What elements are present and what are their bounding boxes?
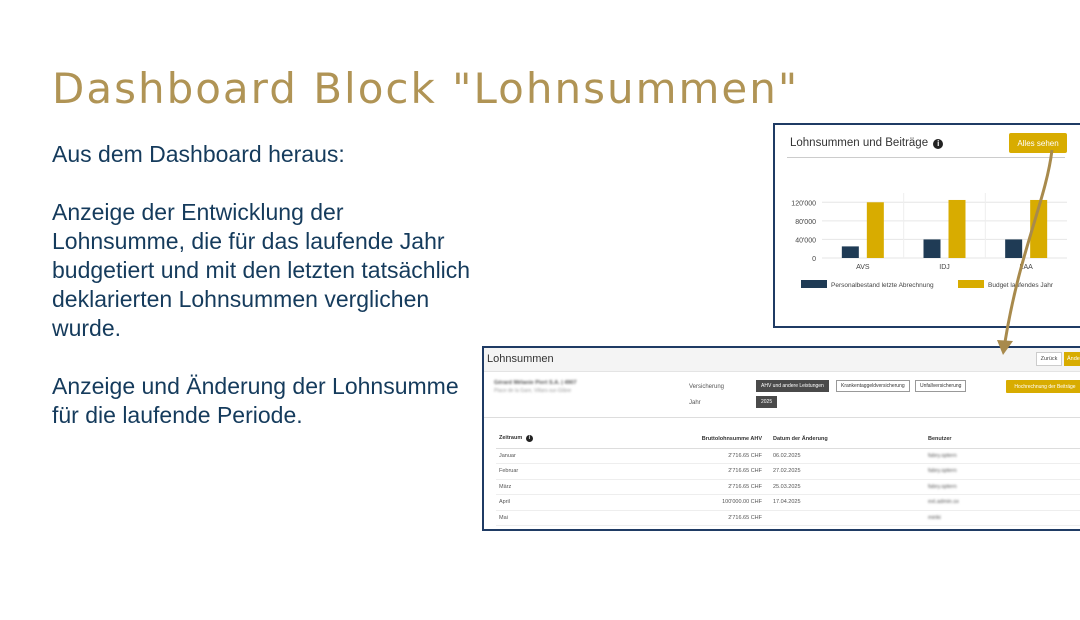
company-name: Gérard Mélanie Piert S.A. | 4907	[494, 380, 577, 386]
intro-text: Aus dem Dashboard heraus:	[52, 141, 345, 167]
tab-ahv[interactable]: AHV und andere Leistungen	[756, 380, 829, 392]
company-address: Place de la Gare, Villars-sur-Glâne	[494, 388, 572, 394]
description-text: Anzeige der Entwicklung der Lohnsumme, die für das laufende Jahr budgetiert und mit den letzten tatsächlich deklarierten Lohnsummen verglichen wurde.	[52, 199, 471, 341]
cell-amount: 2'716.65 CHF	[646, 479, 770, 495]
bar	[1030, 200, 1047, 258]
detail-header	[484, 348, 1080, 372]
year-label: Jahr	[689, 400, 701, 406]
col-period: Zeitraum i	[496, 430, 646, 448]
y-tick-label: 120'000	[791, 200, 816, 208]
col-user: Benutzer	[925, 430, 1080, 448]
legend-swatch	[958, 280, 984, 288]
detail-title: Lohnsummen	[487, 353, 554, 365]
lohnsummen-table	[496, 430, 1080, 526]
cell-period: April	[496, 495, 646, 511]
chart-card-title	[790, 137, 943, 149]
tab-unfall[interactable]: Unfallversicherung	[915, 380, 966, 392]
cell-user: fabry.sptern	[925, 464, 1080, 480]
cell-amount: 2'716.65 CHF	[646, 464, 770, 480]
y-tick-label: 0	[812, 256, 816, 263]
bar	[867, 202, 884, 258]
y-tick-label: 80'000	[795, 218, 816, 226]
filter-bar	[484, 372, 1080, 418]
see-all-button[interactable]: Alles sehen	[1009, 133, 1067, 153]
bar	[842, 246, 859, 258]
dashboard-chart-card	[773, 123, 1080, 328]
cell-period: März	[496, 479, 646, 495]
slide-body	[52, 140, 472, 459]
cell-amount: 2'716.65 CHF	[646, 448, 770, 464]
x-tick-label: AVS	[856, 264, 870, 271]
legend-label: Budget laufendes Jahr	[988, 282, 1054, 289]
tab-krankentaggeld[interactable]: Krankentaggeldversicherung	[836, 380, 910, 392]
table-row[interactable]	[496, 510, 1080, 526]
x-tick-label: IDJ	[939, 264, 950, 271]
projection-button[interactable]: Hochrechnung der Beiträge	[1006, 380, 1080, 393]
info-icon[interactable]: i	[526, 435, 533, 442]
legend-label: Personalbestand letzte Abrechnung	[831, 282, 934, 289]
divider	[484, 417, 1080, 418]
table-row[interactable]	[496, 464, 1080, 480]
col-date: Datum der Änderung	[770, 430, 925, 448]
cell-user: fabry.sptern	[925, 448, 1080, 464]
cell-amount: 2'716.65 CHF	[646, 510, 770, 526]
bar	[924, 239, 941, 258]
card-divider	[787, 157, 1065, 158]
cell-date: 17.04.2025	[770, 495, 925, 511]
bar	[949, 200, 966, 258]
cell-user: fabry.sptern	[925, 479, 1080, 495]
table-row[interactable]	[496, 448, 1080, 464]
col-amount: Bruttolohnsumme AHV	[646, 430, 770, 448]
cell-user: miriki	[925, 510, 1080, 526]
lohnsummen-detail-card	[482, 346, 1080, 531]
table-row[interactable]	[496, 479, 1080, 495]
info-icon[interactable]: i	[933, 139, 943, 149]
cell-period: Januar	[496, 448, 646, 464]
chart-card-title-text: Lohnsummen und Beiträge	[790, 137, 929, 149]
y-tick-label: 40'000	[795, 237, 816, 245]
bar-chart	[775, 125, 1080, 328]
x-tick-label: LAA	[1019, 264, 1033, 271]
table-header-row	[496, 430, 1080, 448]
table-row[interactable]	[496, 495, 1080, 511]
bar	[1005, 239, 1022, 258]
cell-user: ext.admin.sx	[925, 495, 1080, 511]
cell-date: 27.02.2025	[770, 464, 925, 480]
description-text-2: Anzeige und Änderung der Lohnsumme für die laufende Periode.	[52, 373, 459, 428]
cell-amount: 100'000.00 CHF	[646, 495, 770, 511]
cell-period: Mai	[496, 510, 646, 526]
cell-date: 06.02.2025	[770, 448, 925, 464]
cell-date	[770, 510, 925, 526]
edit-button[interactable]: Ände	[1064, 352, 1080, 366]
cell-date: 25.03.2025	[770, 479, 925, 495]
insurance-label: Versicherung	[689, 384, 725, 390]
back-button[interactable]: Zurück	[1036, 352, 1062, 366]
year-selector[interactable]: 2025	[756, 396, 777, 408]
legend-swatch	[801, 280, 827, 288]
slide-title: Dashboard Block "Lohnsummen"	[52, 64, 800, 113]
cell-period: Februar	[496, 464, 646, 480]
